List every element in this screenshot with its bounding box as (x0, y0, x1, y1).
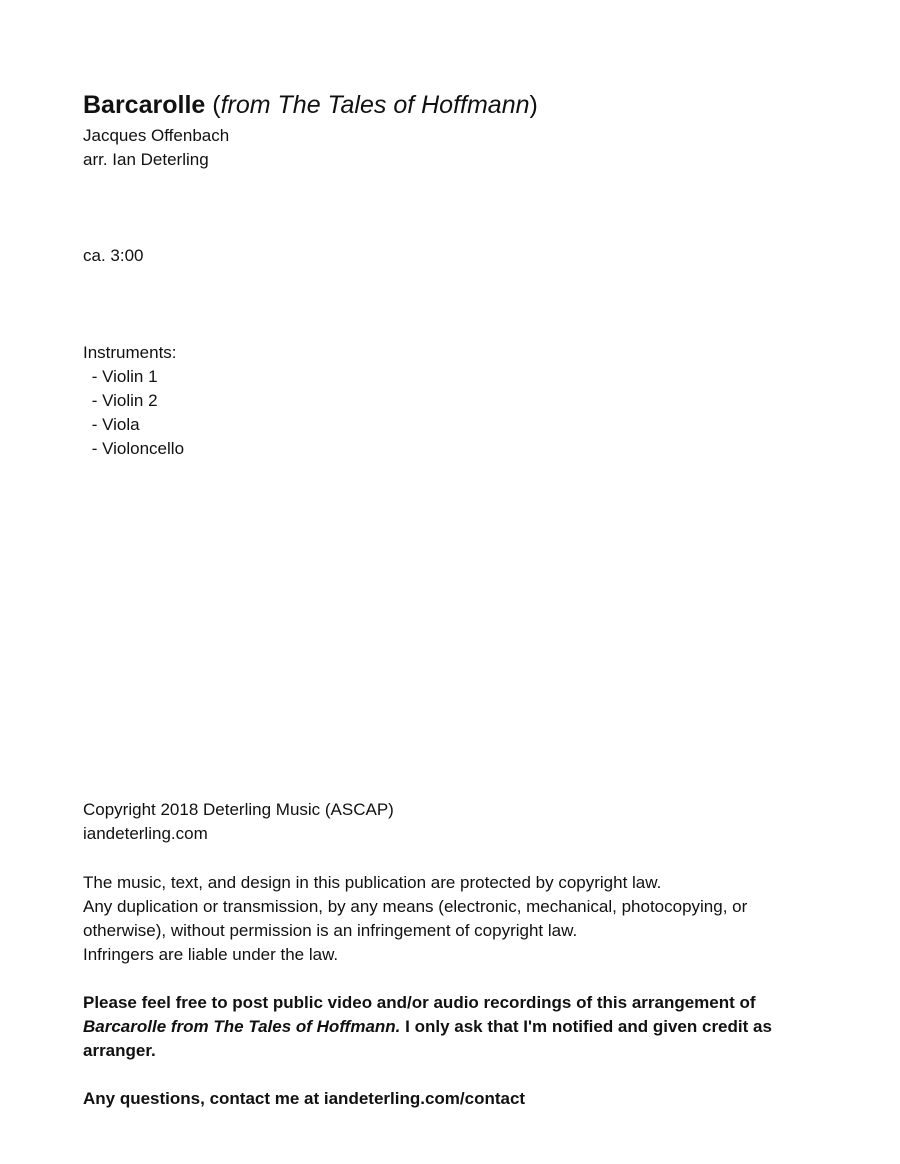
title-paren-open: ( (205, 91, 221, 119)
website-link: iandeterling.com (83, 824, 208, 843)
copyright-notice: Copyright 2018 Deterling Music (ASCAP) (83, 800, 394, 819)
instrument-item: - Violoncello (87, 439, 185, 458)
arranger: arr. Ian Deterling (83, 150, 209, 169)
duration: ca. 3:00 (83, 246, 144, 265)
contact-line: Any questions, contact me at iandeterling.com/contact (83, 1089, 526, 1108)
permission-text: Please feel free to post public video and/or audio recordings of this arrangement of (83, 993, 756, 1012)
legal-line: Any duplication or transmission, by any means (electronic, mechanical, photocopying, or otherwise), without permission is an infringement of copyright law. (83, 897, 748, 940)
piece-title (83, 88, 538, 122)
composer: Jacques Offenbach (83, 126, 230, 145)
instrument-item: - Viola (87, 415, 140, 434)
title-paren-close: ) (529, 91, 538, 119)
instrument-item: - Violin 1 (87, 367, 158, 386)
instrument-list (83, 341, 823, 461)
legal-line: The music, text, and design in this publication are protected by copyright law. (83, 873, 662, 892)
legal-notice (83, 871, 823, 967)
title-main: Barcarolle (83, 91, 206, 119)
title-subtitle: from The Tales of Hoffmann (220, 91, 530, 119)
legal-line: Infringers are liable under the law. (83, 945, 339, 964)
permission-text: I only ask that I'm notified and given credit as arranger. (83, 1017, 772, 1060)
instrument-item: - Violin 2 (87, 391, 158, 410)
permission-title: Barcarolle from The Tales of Hoffmann. (83, 1017, 401, 1036)
recording-permission (83, 991, 823, 1063)
instrument-heading: Instruments: (83, 343, 177, 362)
